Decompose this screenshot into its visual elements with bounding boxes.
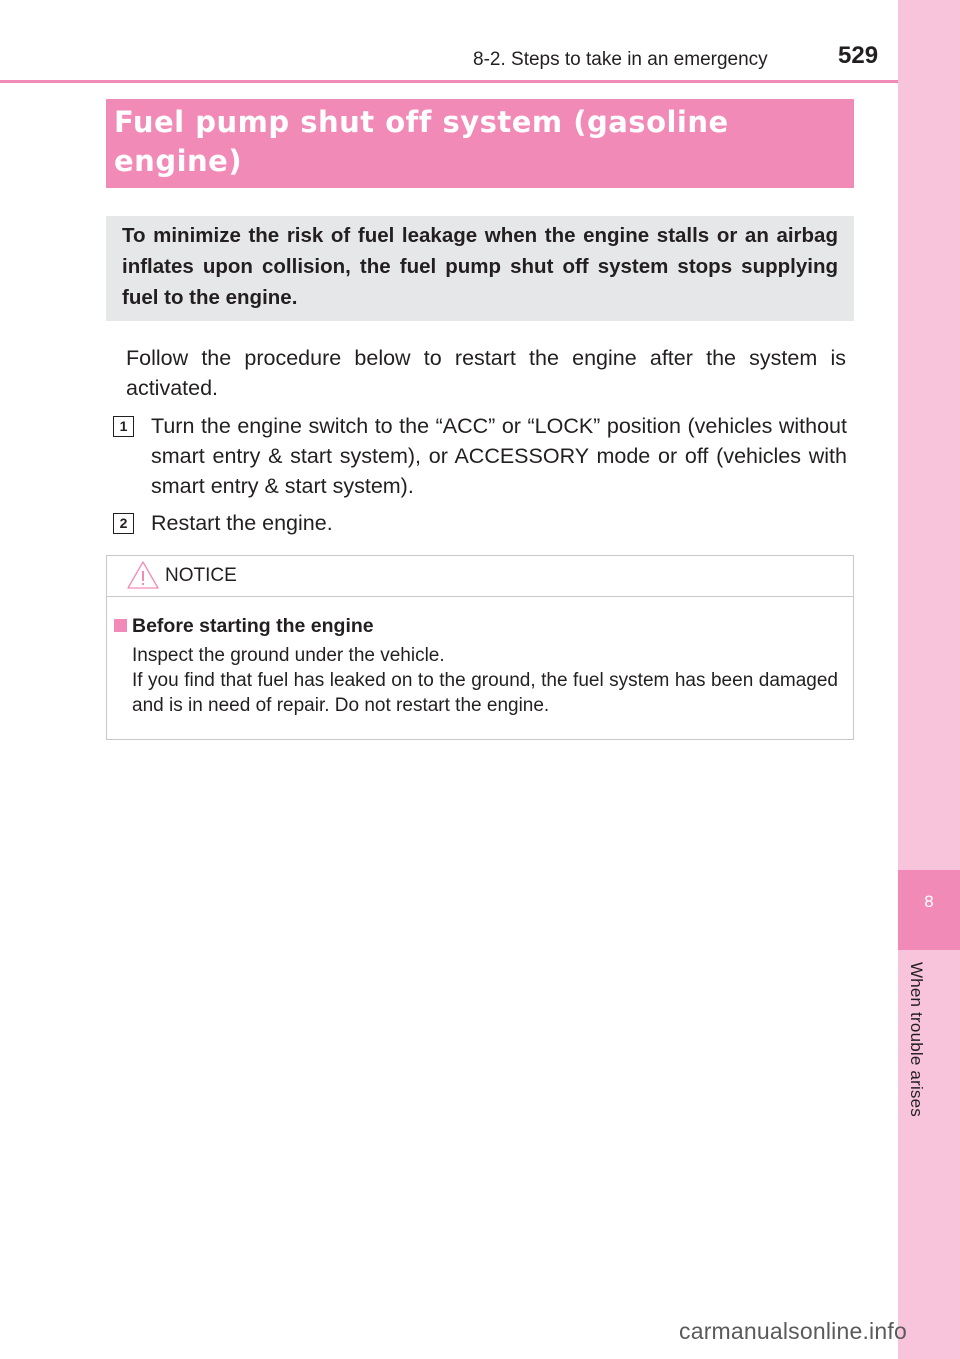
notice-label: NOTICE	[165, 565, 237, 586]
chapter-tab	[898, 870, 960, 950]
side-tab	[898, 0, 960, 1359]
notice-line: If you find that fuel has leaked on to the ground, the fuel system has been damaged and is in need of repair. Do not restart the engine.	[132, 670, 838, 716]
notice-box	[106, 555, 854, 740]
intro-paragraph: Follow the procedure below to restart the engine after the system is activated.	[126, 346, 846, 400]
page-number: 529	[838, 42, 879, 69]
section-title-line-1: Fuel pump shut off system (gasoline	[114, 105, 729, 139]
chapter-number: 8	[924, 892, 934, 911]
warning-triangle-icon	[126, 560, 160, 590]
notice-heading: Before starting the engine	[132, 615, 374, 637]
chapter-title: When trouble arises	[907, 962, 926, 1117]
step-text: Turn the engine switch to the “ACC” or “LOCK” position (vehicles without smart entry & start system), or ACCESSORY mode or off (vehicles with smart entry & start system).	[151, 414, 847, 498]
notice-line: Inspect the ground under the vehicle.	[132, 645, 445, 666]
step-text: Restart the engine.	[151, 511, 333, 535]
header-rule	[0, 80, 898, 83]
square-bullet-icon	[114, 619, 127, 632]
step-number-badge: 1	[113, 416, 134, 437]
section-reference: 8-2. Steps to take in an emergency	[473, 49, 768, 70]
section-title-band	[106, 99, 854, 188]
notice-header	[107, 556, 853, 597]
section-title	[114, 103, 834, 181]
notice-body	[132, 643, 838, 718]
section-title-line-2: engine)	[114, 144, 243, 178]
summary-text: To minimize the risk of fuel leakage when the engine stalls or an airbag inflates upon collision, the fuel pump shut off system stops supplying fuel to the engine.	[122, 224, 838, 309]
summary-box	[106, 216, 854, 321]
step-number-badge: 2	[113, 513, 134, 534]
watermark: carmanualsonline.info	[679, 1318, 907, 1344]
